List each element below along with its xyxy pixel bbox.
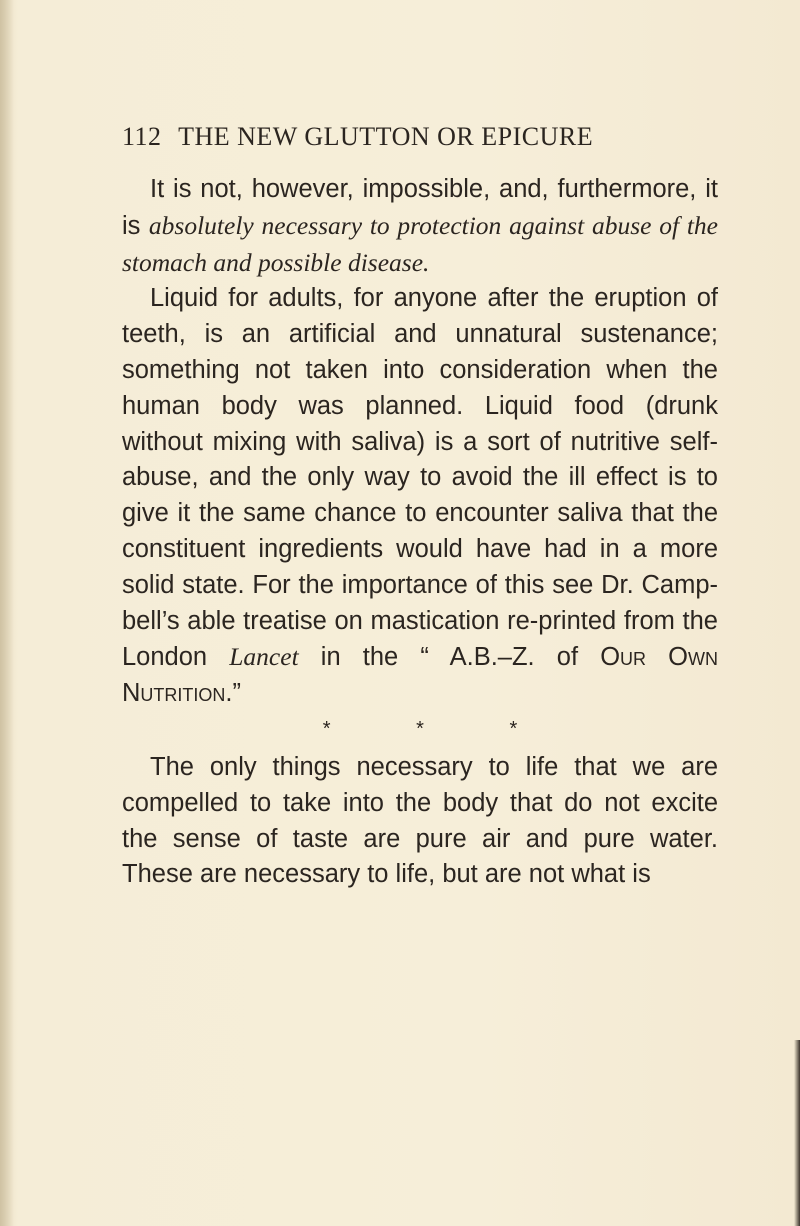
page-edge-shadow [794, 1040, 800, 1226]
paragraph-1-emphasis: absolutely necessary to protection against abuse of the stomach and possible disease. [122, 210, 718, 277]
paragraph-2 [122, 281, 718, 712]
paragraph-2-text-mid: in the “ A.B.–Z. of [298, 643, 601, 672]
page-number: 112 [122, 122, 162, 151]
binding-gutter-shadow [0, 0, 14, 1226]
book-title-header: THE NEW GLUTTON OR EPICURE [178, 122, 594, 151]
paragraph-3-text: The only things necessary to life that we are compelled to take into the body that do not excite the sense of taste are pure air and pure water. These are necessary to life, but are not what is [122, 752, 718, 889]
book-reference-title: Our Own Nutrition [122, 643, 719, 708]
paragraph-3 [122, 750, 718, 893]
journal-title: Lancet [229, 642, 299, 672]
body-text [122, 172, 718, 893]
running-header [122, 122, 593, 152]
paragraph-2-text-end: .” [225, 679, 241, 708]
section-separator: * * * [322, 717, 558, 740]
paragraph-1 [122, 172, 718, 281]
paragraph-2-text: Liquid for adults, for anyone after the eruption of teeth, is an artificial and unnatural sustenance; something not taken into consideration when the human body was planned. Liquid food (drunk without mixing with saliva) is a sort of nutritive self-abuse, and the only way to avoid the ill effect is to give it the same chance to encounter saliva that the constituent ingredients would have had in a more solid state. For the importance of this see Dr. Camp-bell’s able treatise on mastication re-printed from the London [122, 284, 718, 672]
paragraph-1-text: It is not, however, impossible, and, furthermore, it is [122, 175, 718, 240]
